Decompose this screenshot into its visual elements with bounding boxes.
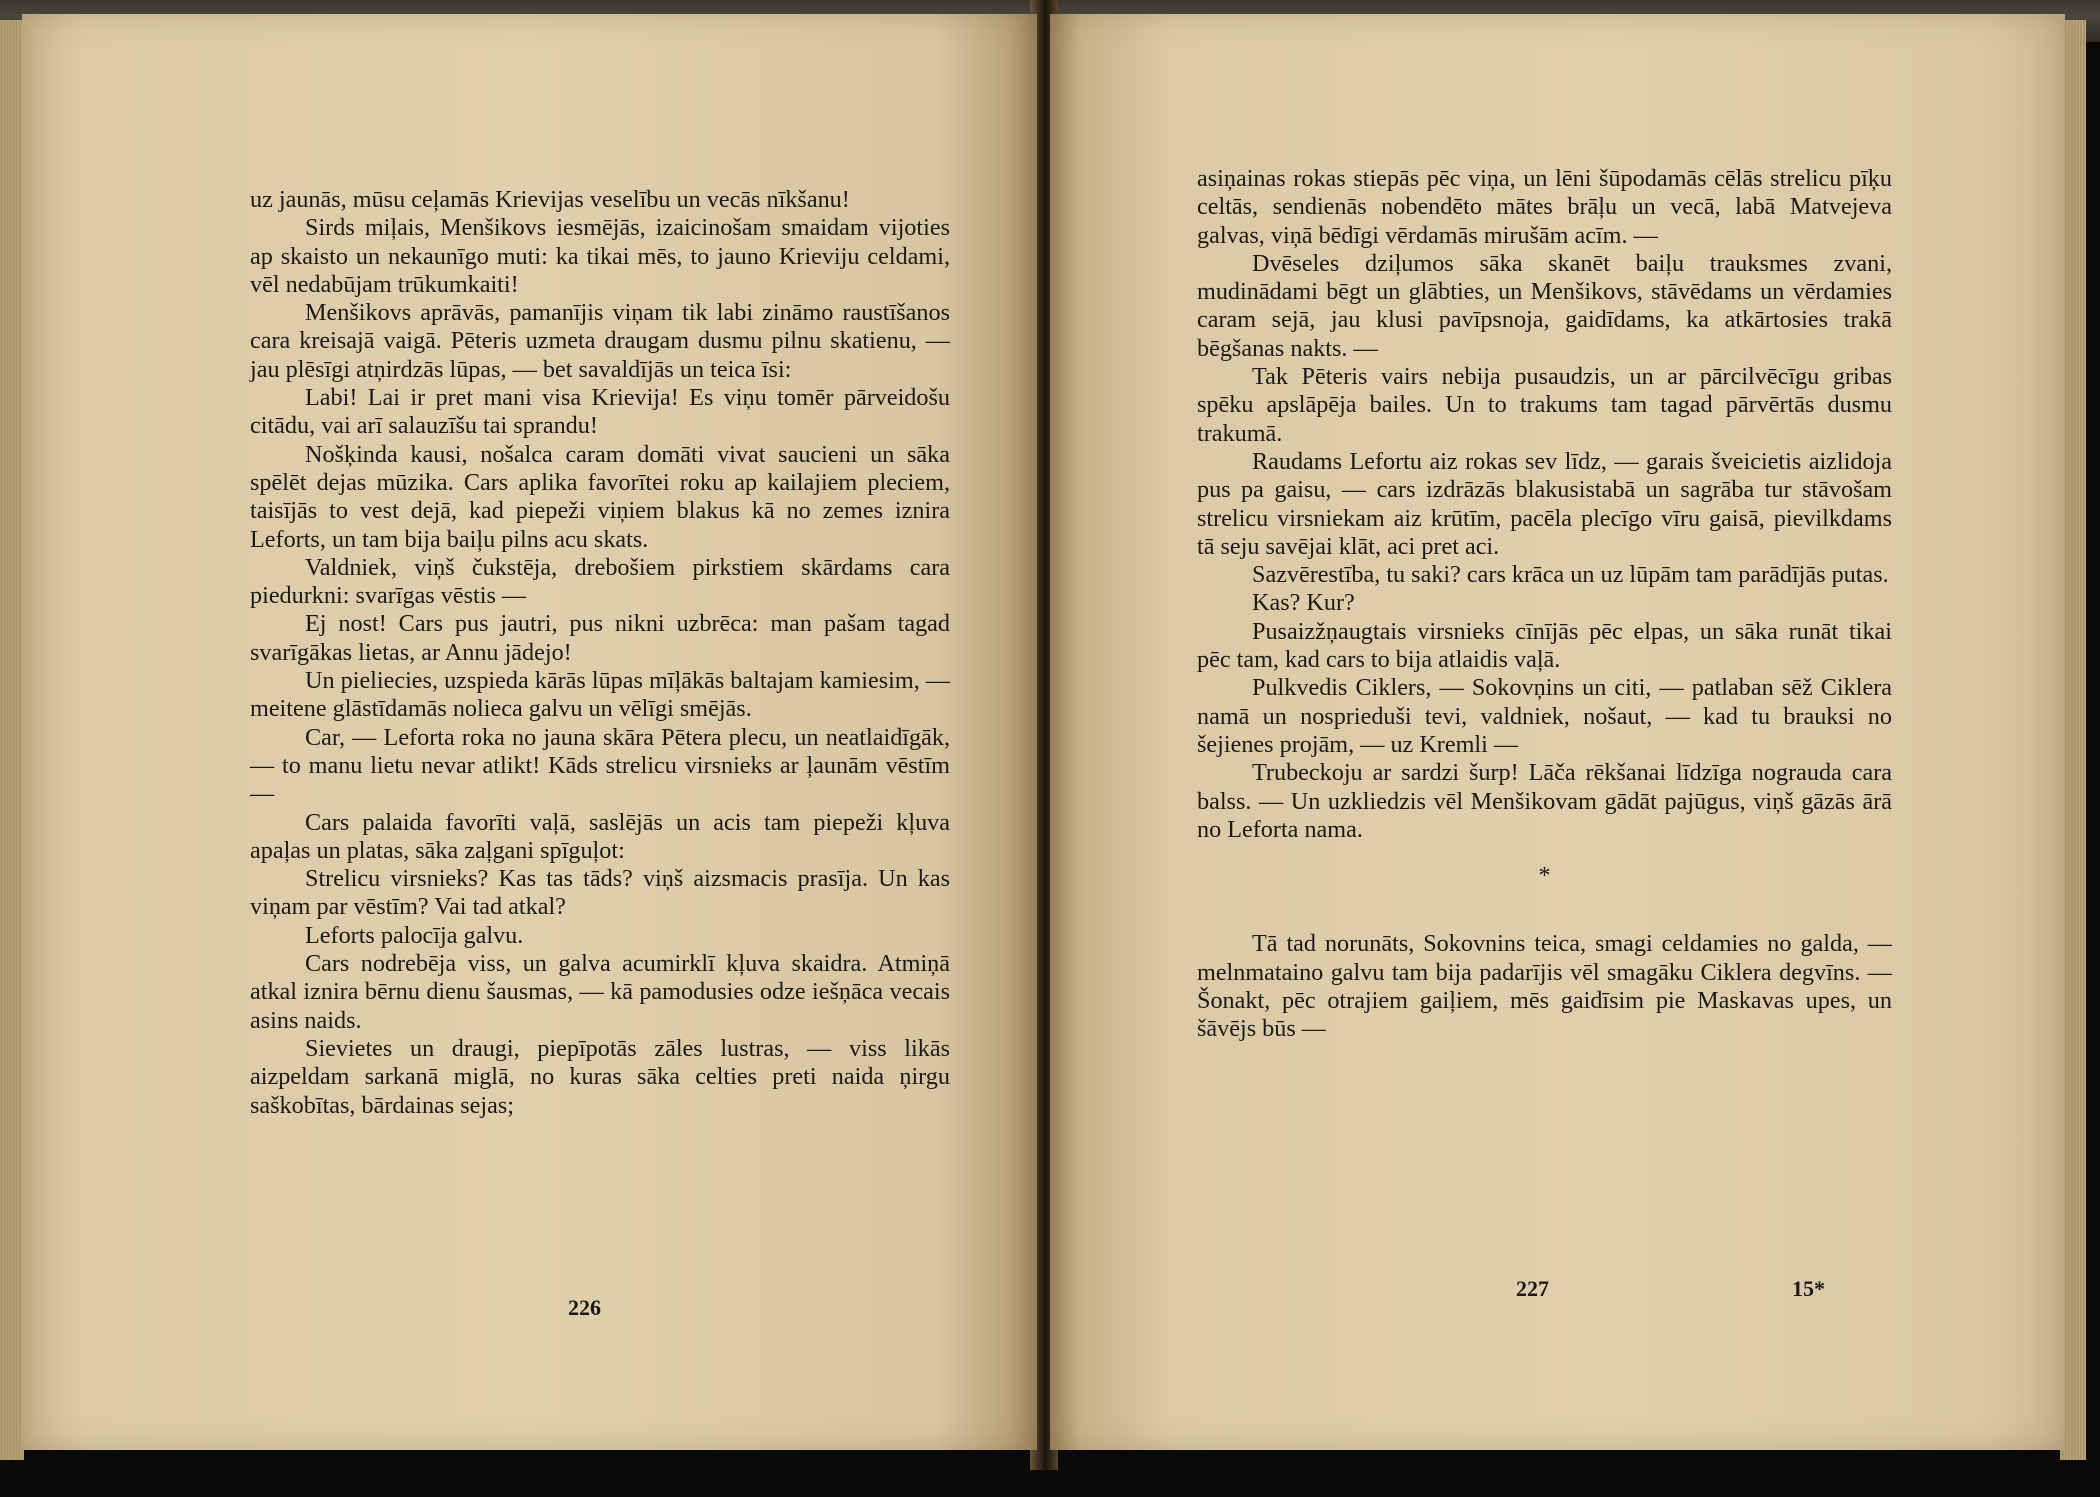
paragraph: Valdniek, viņš čukstēja, drebošiem pirkstiem skārdams cara piedurkni: svarīgas vēstis —: [250, 553, 950, 610]
paragraph: Tā tad norunāts, Sokovnins teica, smagi celdamies no galda, — melnmataino galvu tam bija padarījis vēl smagāku Ciklera degvīns. — Šonakt, pēc otrajiem gaiļiem, mēs gaidīsim pie Maskavas upes, un šāvējs būs —: [1197, 930, 1892, 1043]
paragraph: Cars palaida favorīti vaļā, saslējās un acis tam piepeži kļuva apaļas un platas, sāka zaļgani spīguļot:: [250, 808, 950, 864]
paragraph: Kas? Kur?: [1252, 589, 1355, 617]
left-page-number: 226: [568, 1295, 601, 1320]
paragraph: Cars nodrebēja viss, un galva acumirklī kļuva skaidra. Atmiņā atkal iznira bērnu dienu šausmas, — kā pamodusies odze iešņāca vecais asins naids.: [250, 950, 950, 1034]
paragraph: Sazvērestība, tu saki? cars krāca un uz lūpām tam parādījās putas.: [1252, 561, 1889, 589]
paragraph: Strelicu virsnieks? Kas tas tāds? viņš aizsmacis prasīja. Un kas viņam par vēstīm? Vai tad atkal?: [250, 865, 950, 921]
page-edges-left: [0, 20, 24, 1460]
right-page: [1050, 14, 2065, 1450]
paragraph: Dvēseles dziļumos sāka skanēt baiļu trauksmes zvani, mudinādami bēgt un glābties, un Menšikovs, stāvēdams un vērdamies caram sejā, jau klusi pavīpsnoja, gaidīdams, ka atkārtosies trakā bēgšanas nakts. —: [1197, 249, 1892, 362]
paragraph: Un pieliecies, uzspieda kārās lūpas mīļākās baltajam kamiesim, — meitene glāstīdamās nolieca galvu un vēlīgi smējās.: [250, 667, 950, 723]
paragraph: Car, — Leforta roka no jauna skāra Pētera plecu, un neatlaidīgāk, — to manu lietu nevar atlikt! Kāds strelicu virsnieks ar ļaunām vēstīm —: [250, 723, 950, 808]
paragraph: Nošķinda kausi, nošalca caram domāti vivat saucieni un sāka spēlēt dejas mūzika. Cars aplika favorītei roku ap kailajiem pleciem, taisījās to vest dejā, kad piepeži viņiem blakus kā no zemes iznira Leforts, un tam bija baiļu pilns acu skats.: [250, 440, 950, 553]
left-page: [22, 14, 1037, 1450]
paragraph: Pulkvedis Ciklers, — Sokovņins un citi, — patlaban sēž Ciklera namā un nosprieduši tevi, valdniek, nošaut, — kad tu brauksi no šejienes projām, — uz Kremli —: [1197, 674, 1892, 758]
paragraph: Tak Pēteris vairs nebija pusaudzis, un ar pārcilvēcīgu gribas spēku apslāpēja bailes. Un to trakums tam tagad pārvērtās dusmu trakumā.: [1197, 363, 1892, 447]
signature-mark: 15*: [1792, 1276, 1825, 1301]
paragraph: Raudams Lefortu aiz rokas sev līdz, — garais šveicietis aizlidoja pus pa gaisu, — cars izdrāzās blakusistabā un sagrāba tur stāvošam strelicu virsniekam aiz krūtīm, pacēla plecīgo vīru gaisā, pievilkdams tā seju savējai klāt, aci pret aci.: [1197, 447, 1892, 560]
right-page-text: [1197, 165, 1892, 1044]
paragraph: asiņainas rokas stiepās pēc viņa, un lēni šūpodamās cēlās strelicu pīķu celtās, sendienās nobendēto mātes brāļu un vecā, labā Matvejeva galvas, viņā bēdīgi vērdamās mirušām acīm. —: [1197, 165, 1892, 249]
paragraph: Ej nost! Cars pus jautri, pus nikni uzbrēca: man pašam tagad svarīgākas lietas, ar Annu jādejo!: [250, 610, 950, 666]
paragraph: Sievietes un draugi, piepīpotās zāles lustras, — viss likās aizpeldam sarkanā miglā, no kuras sāka celties preti naida ņirgu saškobītas, bārdainas sejas;: [250, 1034, 950, 1119]
paragraph: Leforts palocīja galvu.: [305, 921, 524, 949]
paragraph: Menšikovs aprāvās, pamanījis viņam tik labi zināmo raustīšanos cara kreisajā vaigā. Pēteris uzmeta draugam dusmu pilnu skatienu, — jau plēsīgi atņirdzās lūpas, — bet savaldījās un teica īsi:: [250, 299, 950, 383]
paragraph: Pusaizžņaugtais virsnieks cīnījās pēc elpas, un sāka runāt tikai pēc tam, kad cars to bija atlaidis vaļā.: [1197, 617, 1892, 674]
left-page-text: [250, 186, 950, 1120]
paragraph: Sirds miļais, Menšikovs iesmējās, izaicinošam smaidam vijoties ap skaisto un nekaunīgo muti: ka tikai mēs, to jauno Krieviju celdami, vēl nedabūjam trūkumkaiti!: [250, 214, 950, 298]
right-page-number: 227: [1516, 1276, 1549, 1301]
paragraph: Labi! Lai ir pret mani visa Krievija! Es viņu tomēr pārveidošu citādu, vai arī salauzīšu tai sprandu!: [250, 384, 950, 440]
section-separator: *: [1538, 863, 1551, 890]
paragraph: uz jaunās, mūsu ceļamās Krievijas veselību un vecās nīkšanu!: [250, 186, 850, 213]
paragraph: Trubeckoju ar sardzi šurp! Lāča rēkšanai līdzīga nograuda cara balss. — Un uzkliedzis vēl Menšikovam gādāt pajūgus, viņš gāzās ārā no Leforta nama.: [1197, 759, 1892, 843]
